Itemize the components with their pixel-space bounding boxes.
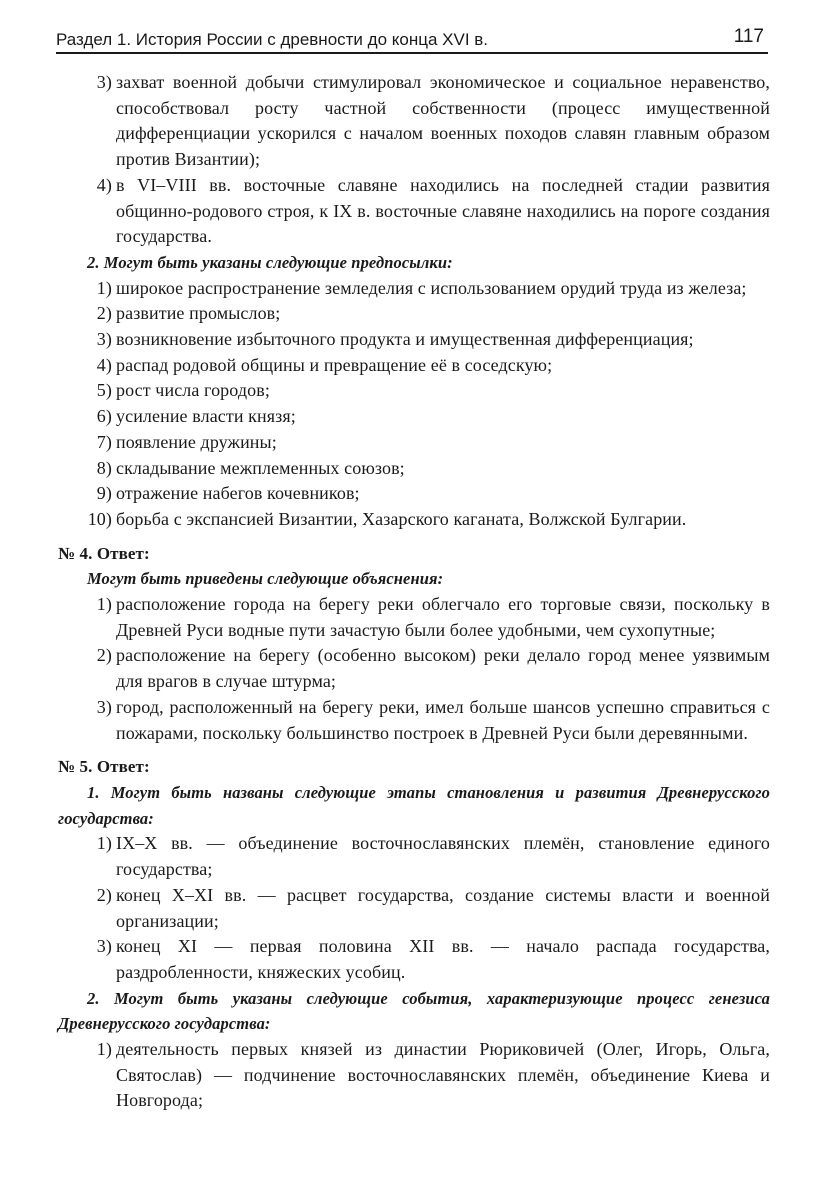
item-text: деятельность первых князей из династии Рюриковичей (Олег, Игорь, Ольга, Святослав) — подчинение восточнославянских племён, объединение Киева и Новгорода;: [116, 1039, 770, 1111]
list-item: [58, 507, 770, 533]
item-text: захват военной добычи стимулировал экономическое и социальное неравенство, способствовал росту частной собственности (процесс имущественной дифференциации ускорился с началом военных походов славян главным образом против Византии);: [116, 72, 770, 170]
list-item: [58, 70, 770, 173]
item-number: 7): [96, 431, 112, 452]
item-text: усиление власти князя;: [116, 406, 296, 427]
subheading-prerequisites: 2. Могут быть указаны следующие предпосылки:: [87, 252, 453, 272]
item-number: 5): [96, 380, 112, 401]
page-number: 117: [733, 26, 764, 47]
list-item: [58, 430, 770, 456]
item-text: возникновение избыточного продукта и имущественная дифференциация;: [116, 329, 694, 350]
item-text: борьба с экспансией Византии, Хазарского каганата, Волжской Булгарии.: [116, 508, 687, 529]
item-number: 9): [96, 483, 112, 504]
list-item: [58, 883, 770, 934]
list-item: [58, 276, 770, 302]
list-item: [58, 327, 770, 353]
item-number: 2): [96, 303, 112, 324]
item-number: 1): [96, 1039, 112, 1060]
item-number: 3): [96, 72, 112, 92]
page-header: [56, 26, 768, 54]
item-text: широкое распространение земледелия с использованием орудий труда из железа;: [116, 277, 747, 298]
item-number: 2): [96, 645, 112, 666]
item-text: конец X–XI вв. — расцвет государства, создание системы власти и военной организации;: [116, 884, 770, 931]
item-number: 2): [96, 884, 112, 905]
list-item: [58, 301, 770, 327]
item-number: 4): [96, 174, 112, 195]
item-number: 3): [96, 329, 112, 350]
list-item: [58, 481, 770, 507]
item-text: распад родовой общины и превращение её в соседскую;: [116, 354, 553, 375]
list-item: [58, 1037, 770, 1114]
item-text: расположение на берегу (особенно высоком) реки делало город менее уязвимым для врагов в случае штурма;: [116, 645, 770, 692]
list-item: [58, 831, 770, 882]
item-text: отражение набегов кочевников;: [116, 483, 360, 504]
item-text: конец XI — первая половина XII вв. — начало распада государства, раздробленности, княжеских усобиц.: [116, 936, 770, 982]
item-number: 1): [96, 833, 112, 854]
item-number: 6): [96, 406, 112, 427]
item-text: развитие промыслов;: [116, 303, 281, 324]
item-number: 1): [96, 277, 112, 298]
list-item: [58, 592, 770, 643]
item-number: 4): [96, 354, 112, 375]
item-number: 10): [87, 508, 112, 529]
subheading-stages: 1. Могут быть названы следующие этапы становления и развития Древнерусского государства:: [58, 782, 770, 828]
item-text: IX–X вв. — объединение восточнославянских племён, становление единого государства;: [116, 833, 770, 880]
item-text: расположение города на берегу реки облегчало его торговые связи, поскольку в Древней Руси водные пути зачастую были более удобными, чем сухопутные;: [116, 594, 770, 640]
answer-5-title: № 5. Ответ:: [58, 757, 150, 777]
list-item: [58, 173, 770, 250]
list-item: [58, 378, 770, 404]
item-text: рост числа городов;: [116, 380, 270, 401]
subheading-events: 2. Могут быть указаны следующие события, характеризующие процесс генезиса Древнерусского государства:: [58, 988, 770, 1034]
item-text: складывание межплеменных союзов;: [116, 457, 405, 478]
item-text: появление дружины;: [116, 431, 277, 452]
list-item: [58, 456, 770, 482]
list-item: [58, 695, 770, 746]
item-text: город, расположенный на берегу реки, имел больше шансов успешно справиться с пожарами, поскольку большинство построек в Древней Руси были деревянными.: [116, 696, 770, 743]
item-number: 1): [96, 594, 112, 615]
list-item: [58, 643, 770, 694]
item-number: 3): [96, 936, 112, 957]
item-number: 8): [96, 457, 112, 478]
list-item: [58, 934, 770, 985]
item-text: в VI–VIII вв. восточные славяне находились на последней стадии развития общинно-родового строя, к IX в. восточные славяне находились на пороге создания государства.: [116, 174, 770, 247]
page-content: [58, 70, 770, 1114]
subheading-explanations: Могут быть приведены следующие объяснения:: [87, 569, 444, 589]
item-number: 3): [96, 696, 112, 717]
list-item: [58, 353, 770, 379]
list-item: [58, 404, 770, 430]
answer-4-title: № 4. Ответ:: [58, 543, 150, 563]
section-title: Раздел 1. История России с древности до конца XVI в.: [56, 30, 489, 49]
